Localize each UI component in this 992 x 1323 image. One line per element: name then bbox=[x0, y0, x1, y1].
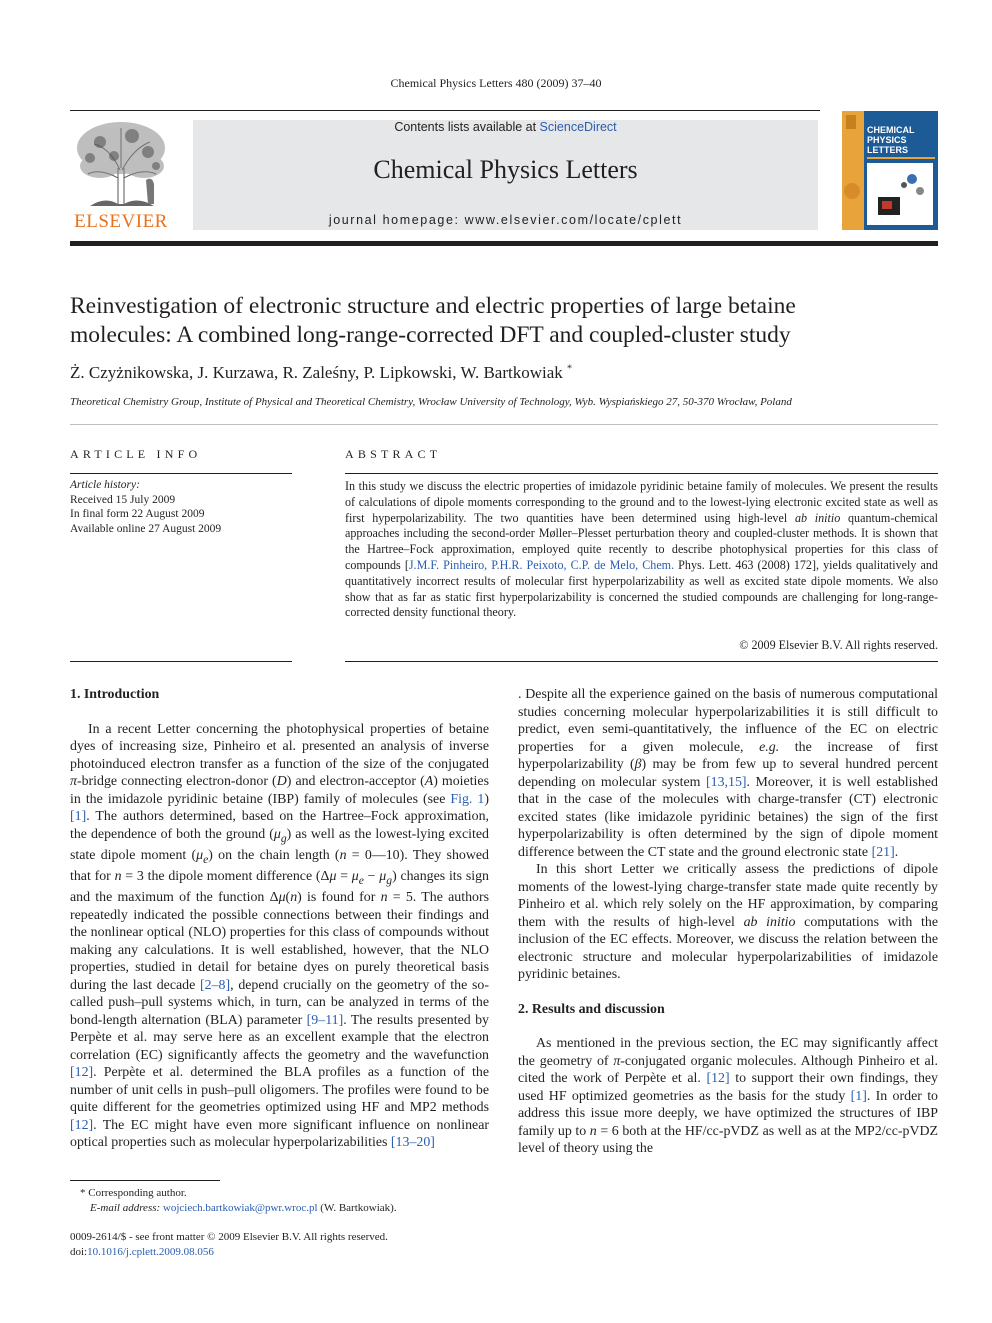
abstract-text: In this study we discuss the electric properties of imidazole pyridinic betaine family of molecules. We present the results of calculations of dipole moments corresponding to the ground and to the lowest-lying electronic excited state as well as first hyperpolarizability. The two quantities have been determined using high-level bbox=[345, 479, 938, 525]
body-text: ) on the chain length ( bbox=[208, 847, 340, 863]
symbol: μ bbox=[329, 869, 337, 885]
doi-link[interactable]: 10.1016/j.cplett.2009.08.056 bbox=[87, 1245, 214, 1258]
reference-link[interactable]: [9–11] bbox=[306, 1012, 344, 1028]
italic-text: ab initio bbox=[743, 914, 796, 930]
body-text: = 3 the dipole moment difference (Δ bbox=[121, 869, 330, 885]
symbol: π bbox=[70, 774, 77, 789]
symbol: n bbox=[339, 847, 347, 863]
symbol: μ bbox=[379, 869, 387, 885]
symbol: A bbox=[424, 774, 434, 789]
online-date: Available online 27 August 2009 bbox=[70, 522, 222, 535]
reference-link[interactable]: [1] bbox=[70, 809, 87, 824]
title-line: Reinvestigation of electronic structure and electric properties of large betaine bbox=[70, 293, 796, 319]
copyright-notice: © 2009 Elsevier B.V. All rights reserved. bbox=[739, 638, 938, 652]
homepage-url-link[interactable]: www.elsevier.com/locate/cplett bbox=[464, 213, 683, 227]
body-text: ) moieties in the imidazole pyridinic betaine (IBP) family of molecules (see bbox=[70, 774, 489, 807]
email-label: E-mail address: bbox=[90, 1201, 161, 1214]
symbol: μ bbox=[351, 869, 359, 885]
body-text: the increase of first hyperpolarizability ( bbox=[518, 739, 938, 772]
results-paragraph bbox=[518, 1035, 938, 1158]
sciencedirect-link[interactable]: ScienceDirect bbox=[539, 120, 617, 134]
italic-text: e.g. bbox=[759, 739, 780, 755]
received-date: Received 15 July 2009 bbox=[70, 493, 176, 506]
journal-cover-thumbnail[interactable] bbox=[842, 111, 938, 230]
issn-doi-block bbox=[70, 1230, 489, 1260]
body-text: . The EC might have even more significant influence on nonlinear optical properties such as molecular hyperpolarizabilities bbox=[70, 1117, 489, 1151]
body-text: = 5. The authors repeatedly indicated the possible connections between their findings and the nonlinear optical (NLO) properties for this class of compounds without making any calculations. It is well established, however, that the NLO properties, studied in detail for betaine dyes on purely theoretical basis during the last decade bbox=[70, 890, 489, 993]
symbol: β bbox=[634, 757, 642, 772]
footnote bbox=[70, 1186, 489, 1216]
reference-link[interactable]: [21] bbox=[871, 844, 895, 860]
article-title bbox=[70, 292, 938, 350]
body-text: . The authors determined, based on the Hartree–Fock approximation, the dependence of both the ground ( bbox=[70, 809, 489, 842]
article-info-rule bbox=[70, 473, 292, 474]
symbol: π bbox=[613, 1053, 621, 1069]
symbol: n bbox=[380, 890, 388, 906]
symbol: n bbox=[114, 869, 122, 885]
journal-citation: Chemical Physics Letters 480 (2009) 37–40 bbox=[390, 76, 602, 90]
body-text: . Moreover, it is well established that in the case of the molecules with charge-transfer (CT) electronic excited states (like imidazole pyridinic betaines) the sign of the first hyperpolarizability is often determined by the sign of dipole moment difference between the CT state and the ground electronic state bbox=[518, 774, 938, 860]
cover-artwork bbox=[842, 111, 938, 230]
abstract-text: Phys. Lett. 463 (2008) 172], yields qualitatively and quantitatively incorrect results of molecular first hyperpolarizability as well as excited state dipole moments. We also show that as far as static first hyperpolarizability is concerned the studied compounds are challenging for long-range-corrected density functional theory. bbox=[345, 557, 938, 620]
body-text: -conjugated organic molecules. Although Pinheiro et al. cited the work of Perpète et al. bbox=[518, 1053, 938, 1086]
affiliation: Theoretical Chemistry Group, Institute of Physical and Theoretical Chemistry, Wrocław University of Technology, Wyb. Wyspiańskiego 27, 50-370 Wrocław, Poland bbox=[70, 396, 792, 408]
abstract-rule bbox=[345, 473, 938, 474]
body-text: ) may be from few up to several hundred percent depending on molecular system bbox=[518, 757, 938, 790]
body-column-right bbox=[518, 686, 938, 1217]
subscript: e bbox=[203, 852, 209, 866]
intro-paragraph-continued bbox=[518, 686, 938, 861]
abstract-text: quantum-chemical approaches including the second-order Møller–Plesset perturbation theory and coupled-cluster methods. It is shown that the Hartree–Fock approximation, employed quite recently to describe photophysical properties for this class of compounds [ bbox=[345, 510, 938, 572]
cover-title-line: CHEMICAL bbox=[867, 125, 915, 135]
reference-link[interactable]: [12] bbox=[706, 1071, 730, 1086]
corresponding-author-note: Corresponding author. bbox=[88, 1187, 187, 1199]
subscript: g bbox=[386, 873, 393, 887]
doi-prefix: doi: bbox=[70, 1245, 88, 1258]
subscript: g bbox=[280, 831, 287, 845]
abstract-body bbox=[345, 479, 938, 621]
reference-link[interactable]: [12] bbox=[70, 1065, 94, 1081]
footnote-mark: * bbox=[80, 1187, 86, 1199]
symbol: μ bbox=[196, 847, 204, 863]
article-info-bottom-rule bbox=[70, 661, 292, 662]
publisher-name: ELSEVIER bbox=[74, 211, 168, 232]
journal-homepage bbox=[193, 213, 818, 227]
body-text: ) as well as the lowest-lying excited state dipole moment ( bbox=[70, 826, 489, 863]
header-rule bbox=[70, 110, 820, 111]
body-text: = 0—10). They showed that for bbox=[70, 847, 489, 885]
symbol: D bbox=[276, 774, 287, 789]
reference-link[interactable]: [1] bbox=[850, 1088, 867, 1104]
abstract-heading: ABSTRACT bbox=[345, 447, 442, 461]
cover-title-line: LETTERS bbox=[867, 145, 909, 155]
section-heading-introduction: 1. Introduction bbox=[70, 687, 160, 702]
body-column-left bbox=[70, 686, 489, 1156]
homepage-prefix: journal homepage: bbox=[328, 213, 465, 227]
symbol: n bbox=[589, 1123, 597, 1139]
body-text: ) bbox=[484, 791, 489, 807]
abstract-bottom-rule bbox=[345, 661, 938, 662]
body-text: . bbox=[894, 844, 899, 860]
affiliation-rule bbox=[70, 424, 938, 425]
body-text: to support their own findings, they used HF optimized geometries as the basis for the study bbox=[518, 1071, 938, 1104]
body-text: -bridge connecting electron-donor ( bbox=[76, 774, 277, 789]
final-form-date: In final form 22 August 2009 bbox=[70, 508, 205, 521]
body-text: − bbox=[363, 869, 380, 885]
body-text: . The results presented by Perpète et al. may serve here as an excellent example that the electron correlation (EC) significantly affects the geometry and the wavefunction bbox=[70, 1012, 489, 1063]
figure-link[interactable]: Fig. 1 bbox=[450, 791, 485, 807]
abstract-reference-link[interactable]: J.M.F. Pinheiro, P.H.R. Peixoto, C.P. de Melo, Chem. bbox=[408, 557, 675, 572]
symbol: μ bbox=[273, 826, 281, 842]
history-label: Article history: bbox=[70, 479, 140, 491]
reference-link[interactable]: [13,15] bbox=[706, 774, 747, 790]
authors-text: Ż. Czyżnikowska, J. Kurzawa, R. Zaleśny, P. Lipkowski, W. Bartkowiak bbox=[70, 363, 563, 382]
body-text: As mentioned in the previous section, the EC may significantly affect the geometry of bbox=[518, 1036, 938, 1069]
author-list bbox=[70, 363, 938, 383]
body-text: ) is found for bbox=[297, 890, 381, 906]
email-link[interactable]: wojciech.bartkowiak@pwr.wroc.pl bbox=[162, 1201, 318, 1214]
body-text: In a recent Letter concerning the photophysical properties of betaine dyes of increasing size, Pinheiro et al. presented an analysis of inverse photoinduced electron transfer as a function of the size of the conjugated bbox=[70, 721, 489, 772]
issn-line: 0009-2614/$ - see front matter © 2009 Elsevier B.V. All rights reserved. bbox=[70, 1231, 388, 1243]
reference-link[interactable]: [12] bbox=[70, 1117, 94, 1133]
corresponding-author-mark[interactable]: * bbox=[567, 363, 573, 375]
body-text: = bbox=[336, 869, 352, 885]
body-text: . Perpète et al. determined the BLA profiles as a function of the number of unit cells in push–pull oligomers. The profiles were found to be quite different for the geometries optimized using HF and MP2 methods bbox=[70, 1065, 489, 1116]
reference-link[interactable]: [13–20] bbox=[390, 1135, 435, 1151]
article-info-heading: ARTICLE INFO bbox=[70, 447, 202, 461]
section-heading-results: 2. Results and discussion bbox=[518, 1001, 665, 1017]
reference-link[interactable]: [2–8] bbox=[200, 977, 231, 993]
journal-name: Chemical Physics Letters bbox=[373, 155, 638, 184]
body-text: computations with the inclusion of the EC effects. Moreover, we discuss the relation between the electronic structure and molecular hyperpolarizabilities of imidazole pyridinic betaines. bbox=[518, 914, 938, 982]
body-text: . In order to address this issue more deeply, we have optimized the structures of IBP family up to bbox=[518, 1088, 938, 1139]
email-owner: (W. Bartkowiak). bbox=[317, 1201, 397, 1214]
footnote-rule bbox=[70, 1180, 220, 1181]
body-text: . Despite all the experience gained on the basis of numerous computational studies concerning molecular hyperpolarizabilities it is still difficult to predict, even semi-quantitatively, the influence of the EC on electric properties for a given molecule, bbox=[518, 687, 938, 755]
intro-paragraph bbox=[70, 721, 489, 1152]
body-text: ( bbox=[285, 890, 291, 906]
title-line: molecules: A combined long-range-corrected DFT and coupled-cluster study bbox=[70, 322, 791, 348]
intro-paragraph-2 bbox=[518, 861, 938, 984]
body-text: In this short Letter we critically assess the predictions of dipole moments of the lowest-lying charge-transfer state made quite recently by Pinheiro et al. which rely solely on the HF approximation, by comparing them with the results of high-level bbox=[518, 862, 938, 930]
symbol: n bbox=[290, 890, 298, 906]
body-text: , depend crucially on the geometry of the so-called push–pull systems which, in turn, can be analyzed in terms of the bond-length alternation (BLA) parameter bbox=[70, 977, 489, 1028]
cover-title-line: PHYSICS bbox=[867, 135, 907, 145]
body-text: ) changes its sign and the maximum of the function Δ bbox=[70, 869, 489, 906]
article-history bbox=[70, 478, 292, 536]
subscript: e bbox=[358, 873, 364, 887]
body-text: = 6 both at the HF/cc-pVDZ as well as at the MP2/cc-pVDZ level of theory using the bbox=[518, 1123, 938, 1156]
symbol: μ bbox=[278, 890, 286, 906]
contents-prefix: Contents lists available at bbox=[394, 120, 540, 134]
abstract-italic: ab initio bbox=[794, 510, 841, 525]
contents-line bbox=[193, 120, 818, 134]
body-text: ) and electron-acceptor ( bbox=[286, 774, 425, 789]
header-thick-rule bbox=[70, 241, 938, 246]
